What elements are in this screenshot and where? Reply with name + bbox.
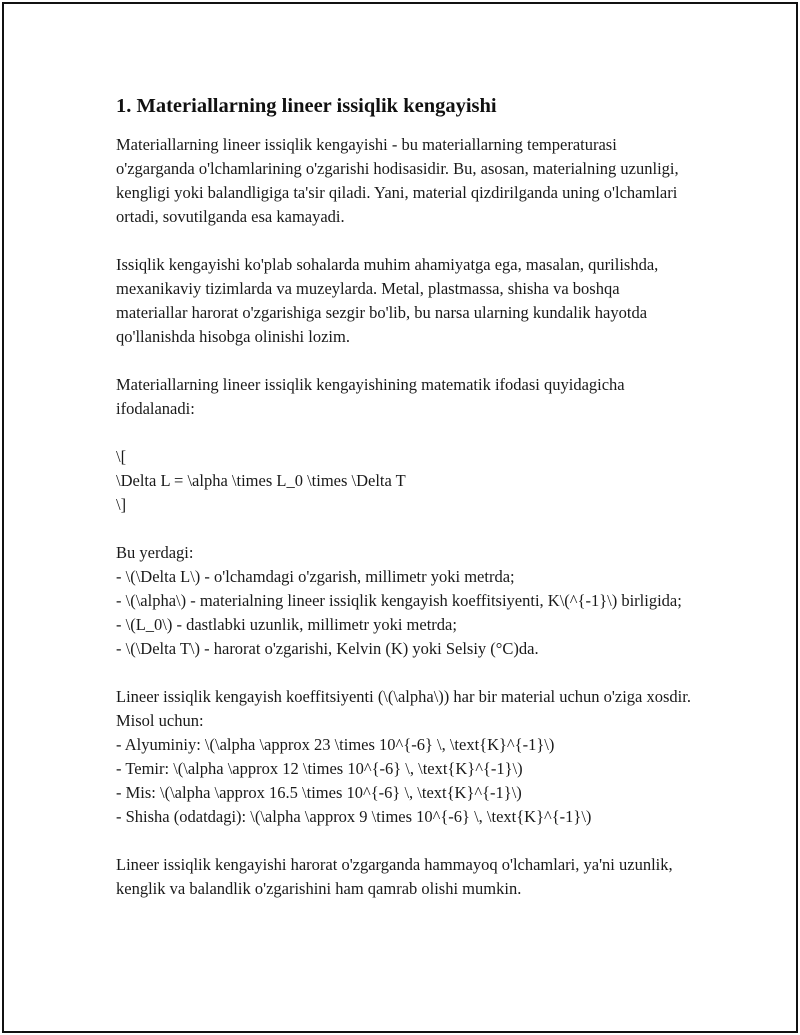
example-item: - Alyuminiy: \(\alpha \approx 23 \times 10^{-6} \, \text{K}^{-1}\) — [116, 735, 555, 754]
definition-item: - \(L_0\) - dastlabki uzunlik, millimetr yoki metrda; — [116, 615, 457, 634]
example-item: - Shisha (odatdagi): \(\alpha \approx 9 \times 10^{-6} \, \text{K}^{-1}\) — [116, 807, 592, 826]
section-heading: 1. Materiallarning lineer issiqlik kengayishi — [116, 95, 497, 117]
paragraph-applications: Issiqlik kengayishi ko'plab sohalarda muhim ahamiyatga ega, masalan, qurilishda, mexanikaviy tizimlarda va muzeylarda. Metal, plastmassa, shisha va boshqa materiallar harorat o'zgarishiga sezgir bo'lib, bu narsa ularning kundalik hayotda qo'llanishda hisobga olinishi lozim. — [116, 255, 659, 346]
definitions-intro: Bu yerdagi: — [116, 543, 194, 562]
definition-item: - \(\Delta L\) - o'lchamdagi o'zgarish, millimetr yoki metrda; — [116, 567, 515, 586]
formula-open: \[ — [116, 447, 127, 466]
paragraph-formula-intro: Materiallarning lineer issiqlik kengayishining matematik ifodasi quyidagicha ifodalanadi: — [116, 375, 625, 418]
examples-list — [116, 685, 691, 829]
document-body — [116, 91, 691, 925]
example-item: - Temir: \(\alpha \approx 12 \times 10^{-6} \, \text{K}^{-1}\) — [116, 759, 523, 778]
paragraph-conclusion: Lineer issiqlik kengayishi harorat o'zgarganda hammayoq o'lchamlari, ya'ni uzunlik, kenglik va balandlik o'zgarishini ham qamrab olishi mumkin. — [116, 855, 673, 898]
definition-item: - \(\alpha\) - materialning lineer issiqlik kengayish koeffitsiyenti, K\(^{-1}\) birligida; — [116, 591, 682, 610]
formula-body: \Delta L = \alpha \times L_0 \times \Delta T — [116, 471, 406, 490]
example-item: - Mis: \(\alpha \approx 16.5 \times 10^{-6} \, \text{K}^{-1}\) — [116, 783, 522, 802]
formula-close: \] — [116, 495, 127, 514]
paragraph-definition: Materiallarning lineer issiqlik kengayishi - bu materiallarning temperaturasi o'zgarganda o'lchamlarining o'zgarishi hodisasidir. Bu, asosan, materialning uzunligi, kengligi yoki balandligiga ta'sir qiladi. Yani, material qizdirilganda uning o'lchamlari ortadi, sovutilganda esa kamayadi. — [116, 135, 679, 226]
examples-intro: Lineer issiqlik kengayish koeffitsiyenti (\(\alpha\)) har bir material uchun o'ziga xosdir. Misol uchun: — [116, 687, 691, 730]
definitions-list — [116, 541, 691, 661]
formula-block — [116, 445, 691, 517]
definition-item: - \(\Delta T\) - harorat o'zgarishi, Kelvin (K) yoki Selsiy (°C)da. — [116, 639, 539, 658]
